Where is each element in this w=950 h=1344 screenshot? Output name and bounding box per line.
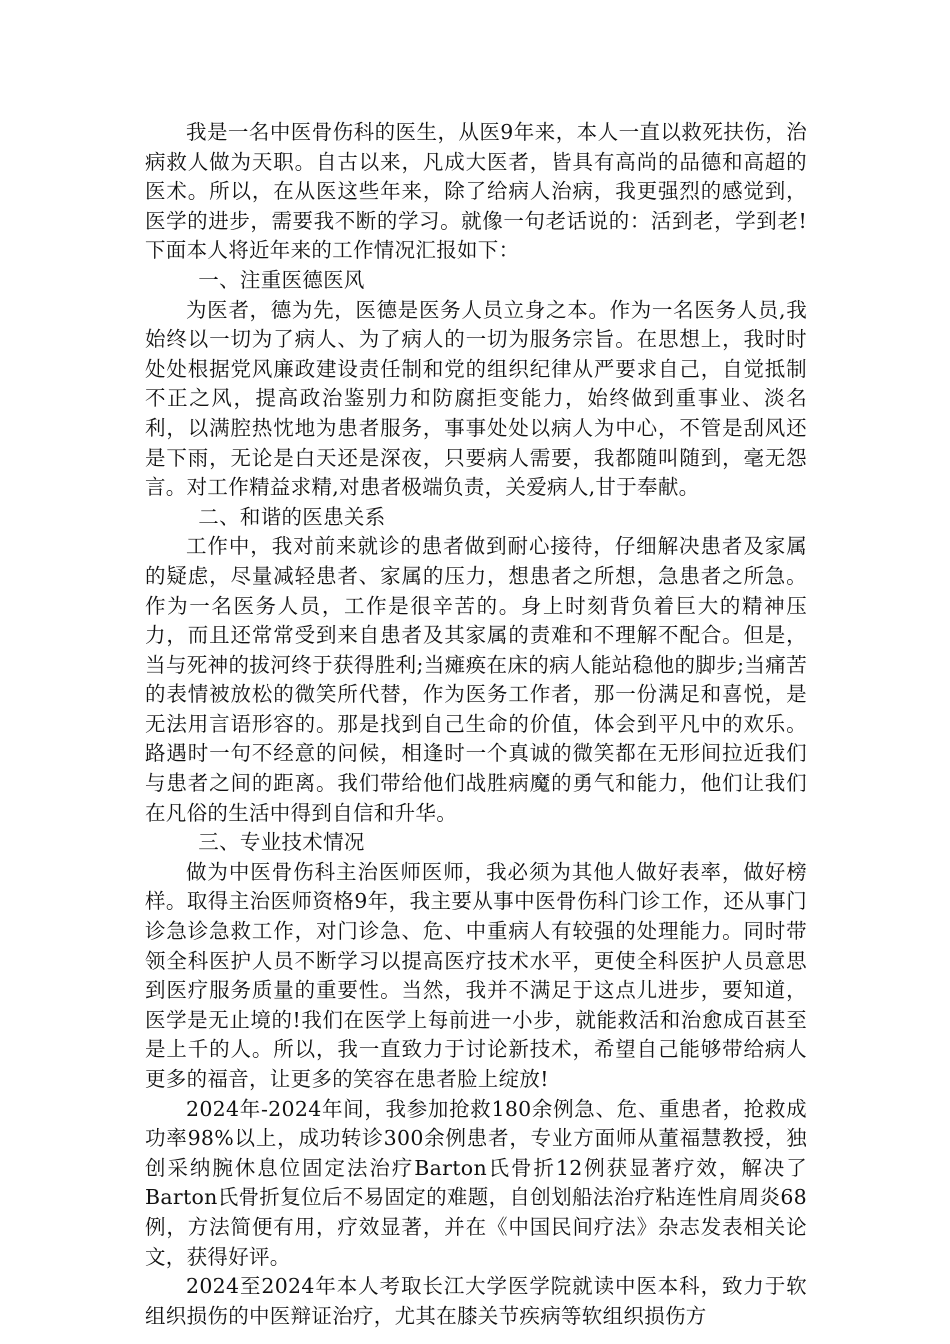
section-heading-medical-ethics: 一、注重医德医风	[198, 267, 365, 292]
achievements-paragraph: 2024年-2024年间，我参加抢救180余例急、危、重患者，抢救成功率98%以上，成功转诊300余例患者，专业方面师从董福慧教授，独创采纳腕休息位固定法治疗Barton氏骨折12例获显著疗效，解决了Barton氏骨折复位后不易固定的难题，自创划船法治疗粘连性肩周炎68例，方法简便有用，疗效显著，并在《中国民间疗法》杂志发表相关论文，获得好评。	[145, 1096, 807, 1269]
section-heading-professional-skills: 三、专业技术情况	[198, 830, 365, 855]
education-paragraph: 2024至2024年本人考取长江大学医学院就读中医本科，致力于软组织损伤的中医辩证治疗，尤其在膝关节疾病等软组织损伤方	[145, 1274, 807, 1328]
section-heading-doctor-patient-relations: 二、和谐的医患关系	[198, 504, 386, 529]
medical-ethics-paragraph: 为医者，德为先，医德是医务人员立身之本。作为一名医务人员,我始终以一切为了病人、为了病人的一切为服务宗旨。在思想上，我时时处处根据党风廉政建设责任制和党的组织纪律从严要求自己，自觉抵制不正之风，提高政治鉴别力和防腐拒变能力，始终做到重事业、淡名利，以满腔热忱地为患者服务，事事处处以病人为中心，不管是刮风还是下雨，无论是白天还是深夜，只要病人需要，我都随叫随到，毫无怨言。对工作精益求精,对患者极端负责，关爱病人,甘于奉献。	[145, 297, 807, 500]
document-body	[145, 118, 807, 1331]
intro-paragraph: 我是一名中医骨伤科的医生，从医9年来，本人一直以救死扶伤，治病救人做为天职。自古以来，凡成大医者，皆具有高尚的品德和高超的医术。所以，在从医这些年来，除了给病人治病，我更强烈的感觉到，医学的进步，需要我不断的学习。就像一句老话说的：活到老，学到老!下面本人将近年来的工作情况汇报如下：	[145, 120, 807, 263]
doctor-patient-paragraph: 工作中，我对前来就诊的患者做到耐心接待，仔细解决患者及家属的疑虑，尽量减轻患者、家属的压力，想患者之所想，急患者之所急。作为一名医务人员，工作是很辛苦的。身上时刻背负着巨大的精神压力，而且还常常受到来自患者及其家属的责难和不理解不配合。但是，当与死神的拔河终于获得胜利;当瘫痪在床的病人能站稳他的脚步;当痛苦的表情被放松的微笑所代替，作为医务工作者，那一份满足和喜悦，是无法用言语形容的。那是找到自己生命的价值，体会到平凡中的欢乐。路遇时一句不经意的问候，相逢时一个真诚的微笑都在无形间拉近我们与患者之间的距离。我们带给他们战胜病魔的勇气和能力，他们让我们在凡俗的生活中得到自信和升华。	[145, 534, 807, 825]
professional-skills-paragraph: 做为中医骨伤科主治医师医师，我必须为其他人做好表率，做好榜样。取得主治医师资格9年，我主要从事中医骨伤科门诊工作，还从事门诊急诊急救工作，对门诊急、危、中重病人有较强的处理能力。同时带领全科医护人员不断学习以提高医疗技术水平，更使全科医护人员意思到医疗服务质量的重要性。当然，我并不满足于这点儿进步，要知道，医学是无止境的!我们在医学上每前进一小步，就能救活和治愈成百甚至是上千的人。所以，我一直致力于讨论新技术，希望自己能够带给病人更多的福音，让更多的笑容在患者脸上绽放!	[145, 859, 807, 1091]
